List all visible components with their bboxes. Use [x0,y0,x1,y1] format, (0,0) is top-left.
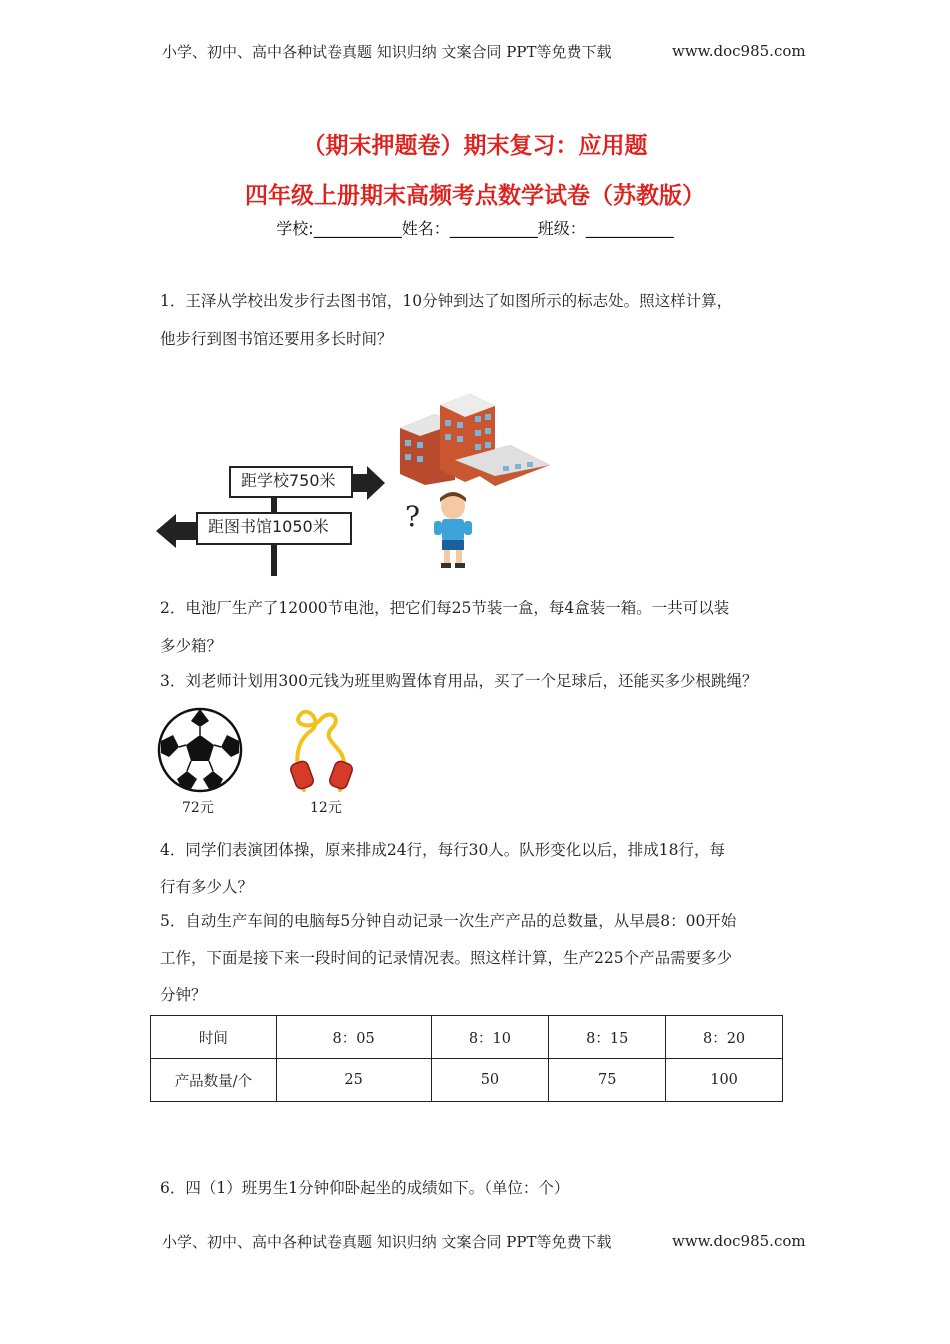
library-building-icon [395,390,555,490]
football-icon [157,707,243,793]
question-5-line-2: 工作，下面是接下来一段时间的记录情况表。照这样计算，生产225个产品需要多少 [160,949,733,967]
sign-library: 距图书馆1050米 [196,512,352,545]
footer-text: 小学、初中、高中各种试卷真题 知识归纳 文案合同 PPT等免费下载 [162,1233,612,1251]
sign-school: 距学校750米 [229,466,353,498]
question-4-line-1: 4．同学们表演团体操，原来排成24行，每行30人。队形变化以后，排成18行，每 [160,841,726,859]
student-info-line: 学校:___________姓名：___________班级：___________ [276,219,674,238]
question-2-line-2: 多少箱？ [160,637,223,655]
table-cell: 100 [666,1059,783,1102]
question-5-line-3: 分钟？ [160,986,207,1004]
table-row [151,1016,783,1059]
title-main: （期末押题卷）期末复习：应用题 [302,133,648,159]
question-5-line-1: 5．自动生产车间的电脑每5分钟自动记录一次生产产品的总数量，从早晨8：00开始 [160,912,737,930]
table-row [151,1059,783,1102]
boy-icon [428,490,478,570]
arrow-left-icon [156,514,198,548]
question-2-line-1: 2．电池厂生产了12000节电池，把它们每25节装一盒，每4盒装一箱。一共可以装 [160,599,730,617]
table-cell: 75 [549,1059,666,1102]
table-cell: 8：10 [431,1016,549,1059]
arrow-right-icon [353,466,387,500]
title-sub: 四年级上册期末高频考点数学试卷（苏教版） [245,183,705,209]
question-4-line-2: 行有多少人？ [160,878,254,896]
table-cell: 8：15 [549,1016,666,1059]
question-1-line-2: 他步行到图书馆还要用多长时间？ [160,330,393,348]
question-1-line-1: 1．王泽从学校出发步行去图书馆，10分钟到达了如图所示的标志处。照这样计算， [160,292,733,310]
table-cell: 时间 [151,1016,277,1059]
header-text: 小学、初中、高中各种试卷真题 知识归纳 文案合同 PPT等免费下载 [162,43,612,61]
question-3-line-1: 3．刘老师计划用300元钱为班里购置体育用品，买了一个足球后，还能买多少根跳绳？ [160,672,758,690]
football-price: 72元 [182,800,214,816]
jump-rope-icon [282,700,362,795]
rope-price: 12元 [310,800,342,816]
footer-url[interactable]: www.doc985.com [672,1232,806,1250]
question-6-line-1: 6．四（1）班男生1分钟仰卧起坐的成绩如下。（单位：个） [160,1179,570,1197]
table-cell: 8：20 [666,1016,783,1059]
production-record-table [150,1015,783,1102]
header-url[interactable]: www.doc985.com [672,42,806,60]
table-cell: 产品数量/个 [151,1059,277,1102]
table-cell: 25 [276,1059,431,1102]
table-cell: 8：05 [276,1016,431,1059]
table-cell: 50 [431,1059,549,1102]
question-mark: ? [405,500,421,533]
